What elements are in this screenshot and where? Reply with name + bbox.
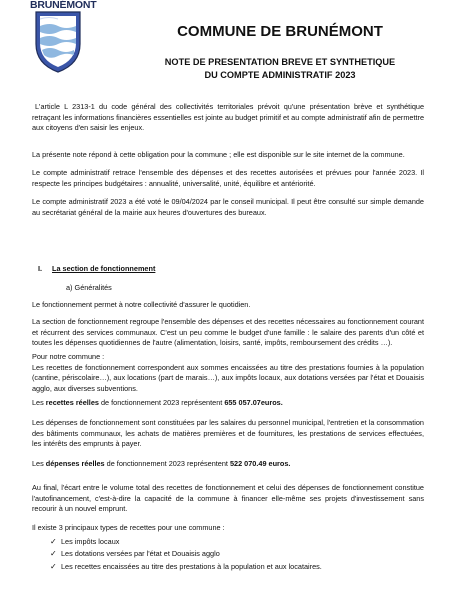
subsection-heading: a) Généralités xyxy=(66,283,112,292)
intro-paragraph-1: L'article L 2313-1 du code général des collectivités territoriales prévoit qu'une présentation brève et synthétique retraçant les informations financières essentielles est jointe au budget primitif et au compte administratif afin de permettre aux citoyens d'en saisir les enjeux. xyxy=(32,102,424,133)
depenses-reelles-label: dépenses réelles xyxy=(45,459,105,468)
depenses-reelles-value: 522 070.49 euros. xyxy=(229,459,291,468)
depenses-paragraph: Les dépenses de fonctionnement sont constituées par les salaires du personnel municipal, l'entretien et la consommation des bâtiments communaux, les achats de matières premières et de fournitures, les prestations de services effectuées, les intérêts des emprunts à payer. xyxy=(32,418,424,449)
intro-paragraph-3: Le compte administratif retrace l'ensemble des dépenses et des recettes autorisées et prévues pour l'année 2023. Il respecte les principes budgétaires : annualité, universalité, unité, équilibre et antériorité. xyxy=(32,168,424,188)
commune-logo xyxy=(30,0,97,76)
subtitle-line-2: DU COMPTE ADMINISTRATIF 2023 xyxy=(204,70,356,80)
section-number: I. xyxy=(38,264,43,273)
list-item: ✓ Les dotations versées par l'état et Douaisis agglo xyxy=(50,548,322,560)
section-title: La section de fonctionnement xyxy=(52,264,156,273)
section-paragraph-3-body: Les recettes de fonctionnement correspondent aux sommes encaissées au titre des prestations fournies à la population (cantine, périscolaire…), aux locations (part de marais…), aux impôts locaux, aux dotations versées par l'état et Douaisis agglo, aux diverses subventions. xyxy=(32,362,424,393)
autofinancement-paragraph: Au final, l'écart entre le volume total des recettes de fonctionnement et celui des dépenses de fonctionnement constitue l'autofinancement, c'est-à-dire la capacité de la commune à financer elle-même ses projets d'investissement sans recourir à un nouvel emprunt. xyxy=(32,483,424,514)
intro-paragraph-4: Le compte administratif 2023 a été voté le 09/04/2024 par le conseil municipal. Il peut être consulté sur simple demande au secrétariat général de la mairie aux heures d'ouvertures des bureaux. xyxy=(32,197,424,217)
logo-name: BRUNÉMONT xyxy=(30,0,97,11)
section-paragraph-3-intro: Pour notre commune : xyxy=(32,352,105,361)
recettes-types-intro: Il existe 3 principaux types de recettes pour une commune : xyxy=(32,523,225,532)
section-paragraph-1: Le fonctionnement permet à notre collectivité d'assurer le quotidien. xyxy=(32,300,251,309)
document-subtitle xyxy=(140,56,420,82)
subtitle-line-1: NOTE DE PRESENTATION BREVE ET SYNTHETIQUE xyxy=(164,57,396,67)
recettes-types-list xyxy=(50,536,322,573)
intro-paragraph-2: La présente note répond à cette obligation pour la commune ; elle est disponible sur le site internet de la commune. xyxy=(32,150,405,159)
list-item: ✓ Les impôts locaux xyxy=(50,536,322,548)
page-title: COMMUNE DE BRUNÉMONT xyxy=(177,23,383,40)
list-item: ✓ Les recettes encaissées au titre des prestations à la population et aux locataires. xyxy=(50,561,322,573)
checkmark-icon: ✓ xyxy=(50,537,57,546)
section-paragraph-2: La section de fonctionnement regroupe l'ensemble des dépenses et des recettes nécessaires au fonctionnement courant et récurrent des services communaux. C'est un peu comme le budget d'une famille : le salaire des parents d'un côté et toutes les dépenses quotidiennes de l'autre (alimentation, loisirs, santé, impôts, remboursement des crédits …). xyxy=(32,317,424,348)
coat-of-arms-icon xyxy=(33,10,83,74)
recettes-reelles-value: 655 057.07euros. xyxy=(224,398,283,407)
section-heading xyxy=(38,264,155,273)
section-paragraph-3 xyxy=(32,352,424,394)
recettes-reelles-label: recettes réelles xyxy=(45,398,99,407)
checkmark-icon: ✓ xyxy=(50,561,57,571)
depenses-reelles-paragraph: Les dépenses réelles de fonctionnement 2023 représentent 522 070.49 euros. xyxy=(32,459,291,468)
checkmark-icon: ✓ xyxy=(50,549,57,559)
recettes-reelles-paragraph: Les recettes réelles de fonctionnement 2023 représentent 655 057.07euros. xyxy=(32,398,283,407)
